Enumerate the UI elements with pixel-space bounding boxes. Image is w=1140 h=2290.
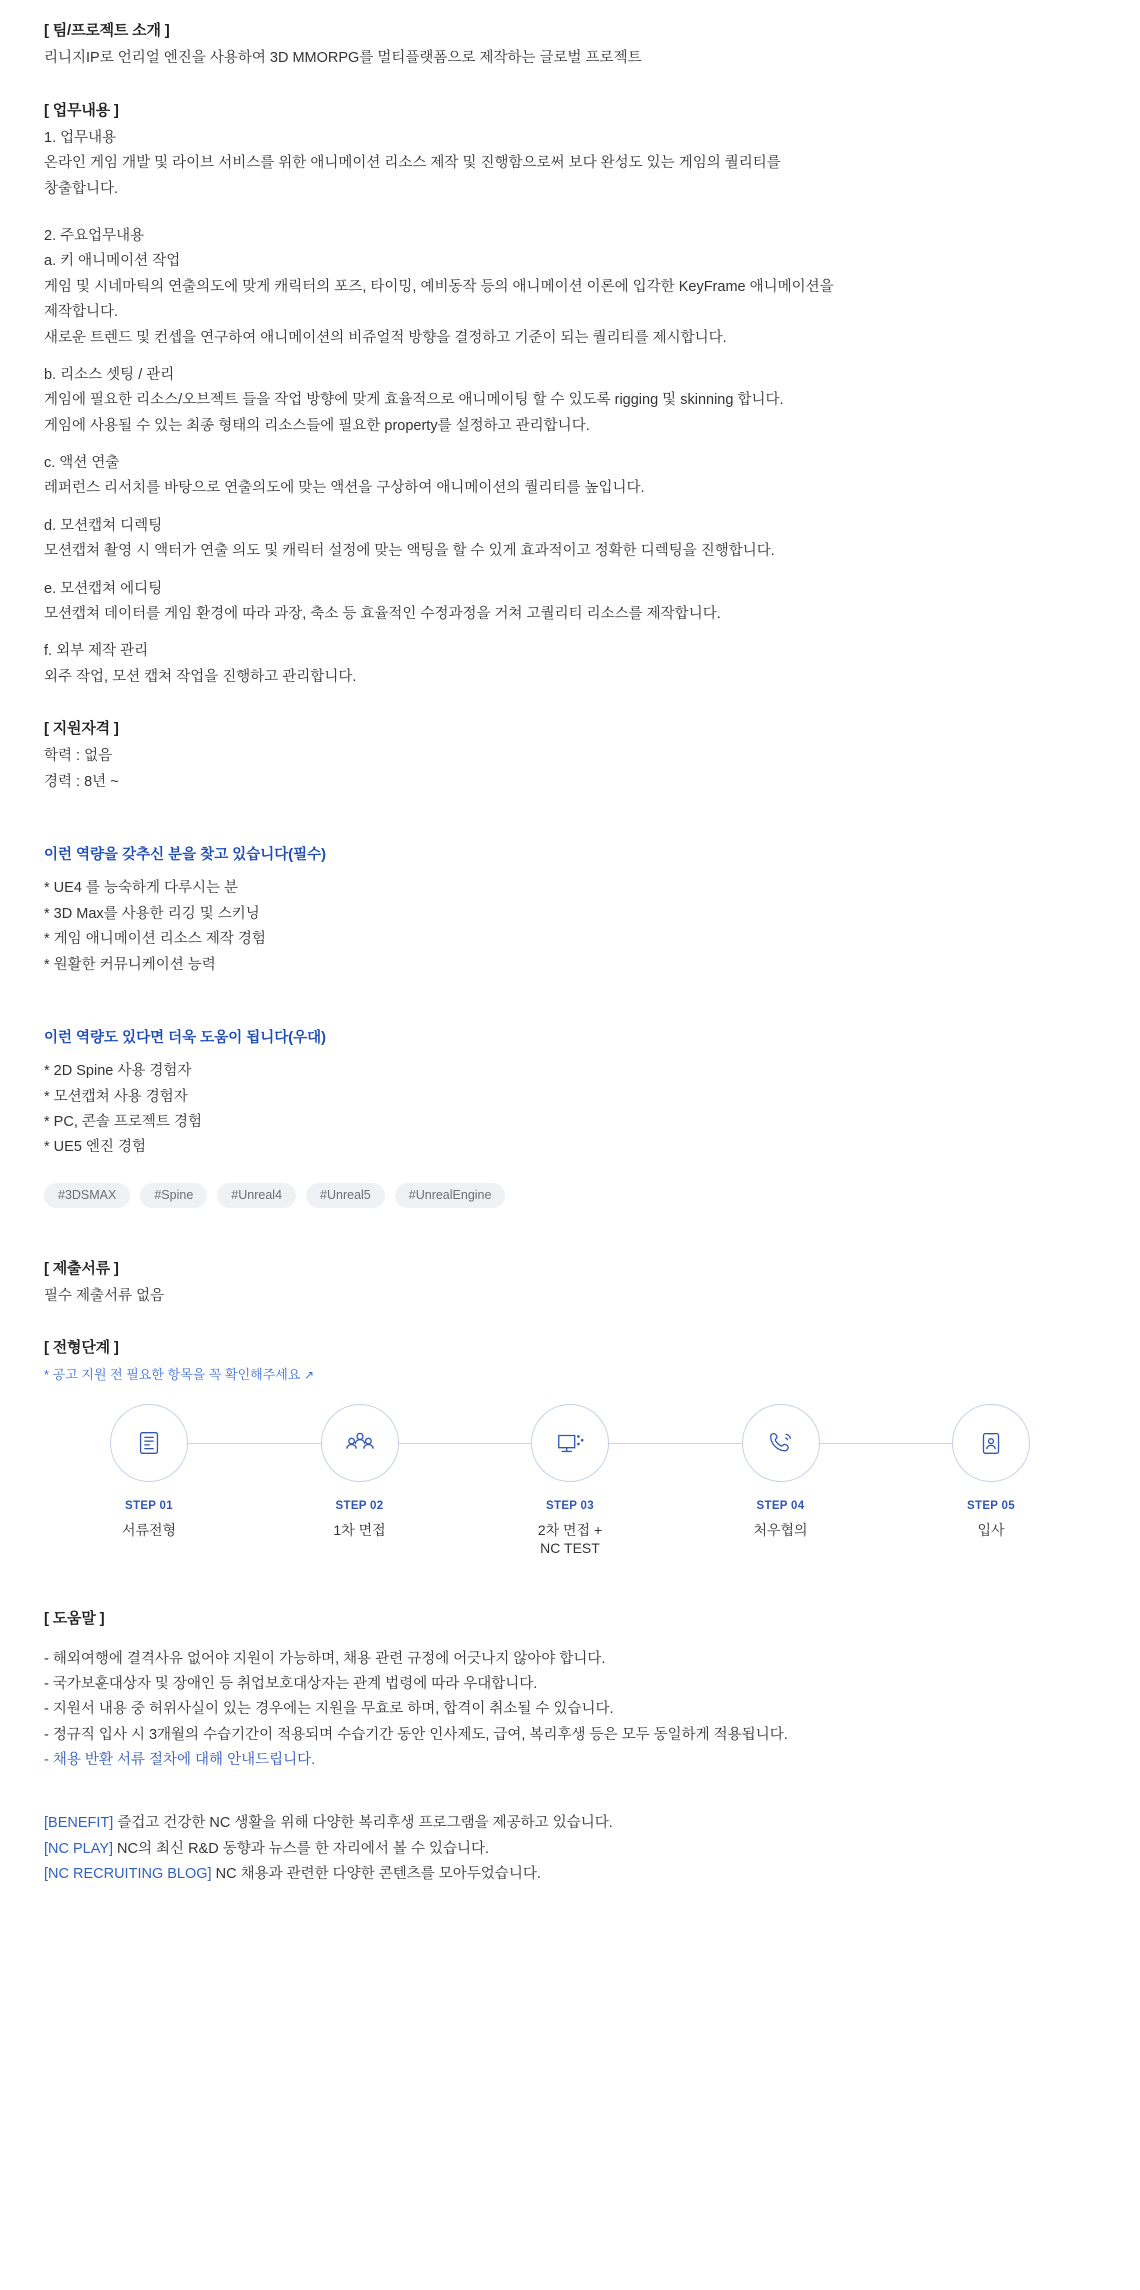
duty-item — [44, 514, 1096, 565]
intro-title: [ 팀/프로젝트 소개 ] — [44, 22, 170, 39]
tag-chip[interactable]: #UnrealEngine — [395, 1183, 506, 1208]
section-intro — [44, 18, 1096, 72]
duty-line: 레퍼런스 리서치를 바탕으로 연출의도에 맞는 액션을 구상하여 애니메이션의 퀄리티를 높입니다. — [44, 480, 645, 497]
list-item: - 해외여행에 결격사유 없어야 지원이 가능하며, 채용 관련 규정에 어긋나지 않아야 합니다. — [44, 1650, 606, 1667]
duty-item — [44, 363, 1096, 439]
duty-line: 게임 및 시네마틱의 연출의도에 맞게 캐릭터의 포즈, 타이밍, 예비동작 등의 애니메이션 이론에 입각한 KeyFrame 애니메이션을 — [44, 278, 834, 295]
qualification-career: 경력 : 8년 ~ — [44, 773, 119, 790]
list-item: * PC, 콘솔 프로젝트 경험 — [44, 1114, 202, 1130]
list-item-highlighted[interactable]: - 채용 반환 서류 절차에 대해 안내드립니다. — [44, 1752, 316, 1769]
ncplay-description: NC의 최신 R&D 동향과 뉴스를 한 자리에서 볼 수 있습니다. — [113, 1840, 490, 1857]
document-icon — [134, 1428, 164, 1458]
step-label: 처우협의 — [753, 1521, 808, 1538]
documents-title: [ 제출서류 ] — [44, 1259, 119, 1277]
list-item: * 원활한 커뮤니케이션 능력 — [44, 956, 216, 973]
tag-chip[interactable]: #Unreal4 — [217, 1183, 296, 1208]
duty-line: 모션캡쳐 데이터를 게임 환경에 따라 과장, 축소 등 효율적인 수정과정을 거쳐 고퀄리티 리소스를 제작합니다. — [44, 605, 721, 622]
help-list — [44, 1647, 1096, 1774]
list-item: * UE5 엔진 경험 — [44, 1139, 146, 1156]
required-skills-title: 이런 역량을 갖추신 분을 찾고 있습니다(필수) — [44, 847, 326, 863]
duty-line: 게임에 필요한 리소스/오브젝트 들을 작업 방향에 맞게 효율적으로 애니메이팅 할 수 있도록 rigging 및 skinning 합니다. — [44, 392, 784, 409]
spacer — [44, 1234, 1096, 1256]
list-item: * 3D Max를 사용한 리깅 및 스키닝 — [44, 905, 260, 922]
ncplay-link[interactable]: [NC PLAY] — [44, 1840, 114, 1857]
section-help — [44, 1606, 1096, 1773]
duty-line: 외주 작업, 모션 캡쳐 작업을 진행하고 관리합니다. — [44, 668, 357, 685]
preferred-skills-title: 이런 역량도 있다면 더욱 도움이 됩니다(우대) — [44, 1029, 326, 1046]
step-label: 입사 — [977, 1521, 1005, 1538]
duty-head: a. 키 애니메이션 작업 — [44, 253, 181, 270]
spacer — [44, 821, 1096, 843]
help-title: [ 도움말 ] — [44, 1610, 105, 1628]
step-number: STEP 01 — [125, 1500, 173, 1513]
duty-item — [44, 577, 1096, 628]
recruiting-blog-description: NC 채용과 관련한 다양한 콘텐츠를 모아두었습니다. — [211, 1866, 541, 1883]
external-link-arrow-icon: ↗ — [304, 1367, 315, 1382]
duty-item — [44, 639, 1096, 690]
step-icon-circle — [952, 1404, 1030, 1482]
benefit-description: 즐겁고 건강한 NC 생활을 위해 다양한 복리후생 프로그램을 제공하고 있습니다. — [113, 1815, 613, 1832]
step-label: 1차 면접 — [333, 1521, 386, 1538]
section-required-skills — [44, 843, 1096, 978]
tag-chip[interactable]: #Spine — [140, 1183, 207, 1208]
spacer — [44, 439, 1096, 451]
duties-p1-line1: 온라인 게임 개발 및 라이브 서비스를 위한 애니메이션 리소스 제작 및 진행함으로써 보다 완성도 있는 게임의 퀄리티를 — [44, 155, 781, 172]
qualification-title: [ 지원자격 ] — [44, 720, 119, 737]
spacer — [44, 565, 1096, 577]
step-number: STEP 05 — [967, 1500, 1015, 1513]
duty-head: b. 리소스 셋팅 / 관리 — [44, 366, 175, 383]
duties-heading-1: 1. 업무내용 — [44, 129, 117, 146]
duties-title: [ 업무내용 ] — [44, 101, 119, 119]
spacer — [44, 502, 1096, 514]
duty-head: c. 액션 연출 — [44, 455, 120, 471]
benefit-link[interactable]: [BENEFIT] — [44, 1815, 114, 1832]
phone-call-icon — [765, 1428, 797, 1458]
tag-chip[interactable]: #3DSMAX — [44, 1183, 130, 1208]
process-notice-text: * 공고 지원 전 필요한 항목을 꼭 확인해주세요 — [44, 1366, 301, 1382]
list-item: * 모션캡쳐 사용 경험자 — [44, 1088, 188, 1105]
tag-chip[interactable]: #Unreal5 — [306, 1183, 385, 1208]
step-label-line1: 2차 면접 + — [537, 1521, 603, 1538]
duties-p1-line2: 창출합니다. — [44, 180, 119, 197]
step-label-line2: NC TEST — [540, 1540, 600, 1557]
spacer — [44, 1799, 1096, 1811]
recruiting-blog-link[interactable]: [NC RECRUITING BLOG] — [44, 1866, 212, 1883]
duties-heading-2: 2. 주요업무내용 — [44, 228, 145, 244]
tag-list — [44, 1183, 1096, 1208]
process-step — [265, 1404, 455, 1539]
duty-line: 제작합니다. — [44, 304, 119, 321]
list-item: - 정규직 입사 시 3개월의 수습기간이 적용되며 수습기간 동안 인사제도, 급여, 복리후생 등은 모두 동일하게 적용됩니다. — [44, 1726, 788, 1743]
intro-body: 리니지IP로 언리얼 엔진을 사용하여 3D MMORPG를 멀티플랫폼으로 제작하는 글로벌 프로젝트 — [44, 50, 642, 67]
step-icon-circle — [531, 1404, 609, 1482]
duty-head: d. 모션캡쳐 디렉팅 — [44, 517, 163, 534]
qualification-education: 학력 : 없음 — [44, 748, 113, 765]
duty-item — [44, 249, 1096, 351]
process-steps — [44, 1404, 1096, 1558]
process-step — [54, 1404, 244, 1539]
step-label — [475, 1521, 665, 1559]
step-number: STEP 04 — [756, 1500, 805, 1513]
list-item: * 2D Spine 사용 경험자 — [44, 1063, 192, 1080]
duty-line: 게임에 사용될 수 있는 최종 형태의 리소스들에 필요한 property를 설정하고 관리합니다. — [44, 417, 590, 434]
duty-head: f. 외부 제작 관리 — [44, 643, 149, 660]
link-row — [44, 1862, 1096, 1887]
section-links — [44, 1811, 1096, 1887]
spacer — [44, 627, 1096, 639]
list-item: - 지원서 내용 중 허위사실이 있는 경우에는 지원을 무효로 하며, 합격이 취소될 수 있습니다. — [44, 1701, 614, 1718]
preferred-skills-list — [44, 1059, 1096, 1161]
list-item: * UE4 를 능숙하게 다루시는 분 — [44, 880, 239, 897]
required-skills-list — [44, 876, 1096, 978]
id-card-icon — [976, 1428, 1006, 1458]
people-icon — [344, 1428, 376, 1458]
spacer — [44, 1004, 1096, 1026]
process-step — [475, 1404, 665, 1558]
spacer — [44, 351, 1096, 363]
step-icon-circle — [742, 1404, 820, 1482]
link-row — [44, 1837, 1096, 1862]
link-row — [44, 1811, 1096, 1836]
process-step — [686, 1404, 876, 1539]
list-item: - 국가보훈대상자 및 장애인 등 취업보호대상자는 관계 법령에 따라 우대합니다. — [44, 1675, 538, 1692]
spacer — [44, 1584, 1096, 1606]
duty-line: 새로운 트렌드 및 컨셉을 연구하여 애니메이션의 비쥬얼적 방향을 결정하고 기준이 되는 퀄리티를 제시합니다. — [44, 329, 727, 346]
section-documents — [44, 1256, 1096, 1310]
process-step — [896, 1404, 1086, 1539]
section-preferred-skills — [44, 1026, 1096, 1208]
monitor-icon — [554, 1428, 586, 1458]
duty-line: 모션캡쳐 촬영 시 액터가 연출 의도 및 캐릭터 설정에 맞는 액팅을 할 수 있게 효과적이고 정확한 디렉팅을 진행합니다. — [44, 543, 775, 560]
section-process — [44, 1335, 1096, 1558]
list-item: * 게임 애니메이션 리소스 제작 경험 — [44, 931, 266, 948]
process-title: [ 전형단계 ] — [44, 1339, 119, 1357]
step-label: 서류전형 — [121, 1521, 177, 1538]
process-notice-link[interactable] — [44, 1364, 1096, 1387]
duty-head: e. 모션캡쳐 에디팅 — [44, 580, 163, 597]
section-qualification — [44, 716, 1096, 795]
section-duties — [44, 98, 1096, 690]
spacer — [44, 202, 1096, 224]
documents-body: 필수 제출서류 없음 — [44, 1288, 165, 1304]
step-icon-circle — [321, 1404, 399, 1482]
step-number: STEP 02 — [335, 1500, 384, 1513]
spacer — [44, 1635, 1096, 1647]
step-number: STEP 03 — [546, 1500, 594, 1513]
step-icon-circle — [110, 1404, 188, 1482]
duty-item — [44, 451, 1096, 502]
